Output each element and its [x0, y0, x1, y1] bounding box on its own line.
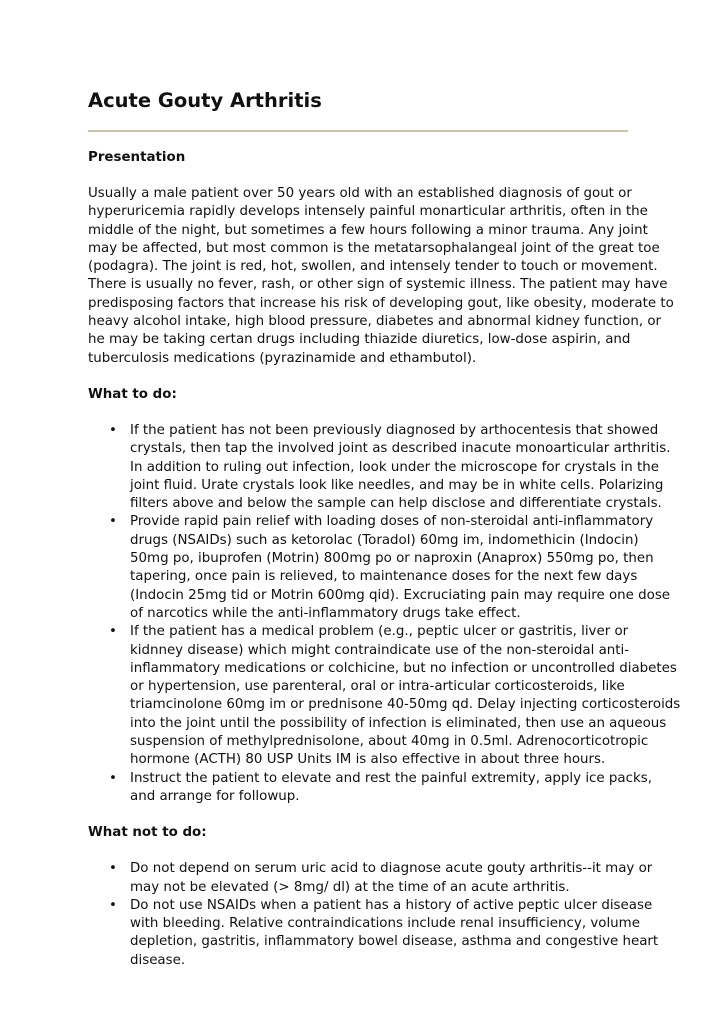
list-item — [88, 860, 660, 897]
section-what-to-do — [88, 386, 681, 806]
list-item-line: (Indocin 25mg tid or Motrin 600mg qid). Excruciating pain may require one dose — [130, 587, 671, 603]
title-divider — [88, 130, 628, 132]
list-item-line: If the patient has a medical problem (e.g., peptic ulcer or gastritis, liver or — [130, 624, 629, 640]
what-to-do-list — [88, 422, 681, 806]
list-item-line: disease. — [130, 952, 186, 968]
list-item-line: In addition to ruling out infection, look under the microscope for crystals in the — [130, 459, 659, 475]
paragraph-line: he may be taking certan drugs including thiazide diuretics, low-dose aspirin, and — [88, 332, 631, 348]
list-item-line: Do not depend on serum uric acid to diagnose acute gouty arthritis--it may or — [130, 861, 653, 877]
list-item-line: kidnney disease) which might contraindicate use of the non-steroidal anti- — [130, 642, 630, 658]
list-item-line: or hypertension, use parenteral, oral or intra-articular corticosteroids, like — [130, 679, 625, 695]
list-item-line: hormone (ACTH) 80 USP Units IM is also effective in about three hours. — [130, 752, 606, 768]
list-item-line: and arrange for followup. — [130, 788, 300, 804]
document-page — [88, 88, 681, 988]
bullet-icon: • — [109, 624, 117, 640]
list-item-line: Do not use NSAIDs when a patient has a history of active peptic ulcer disease — [130, 897, 653, 913]
list-item-line: into the joint until the possibility of infection is eliminated, then use an aqueous — [130, 715, 667, 731]
list-item-line: depletion, gastritis, inflammatory bowel disease, asthma and congestive heart — [130, 934, 659, 950]
section-heading-presentation: Presentation — [88, 150, 186, 165]
list-item — [88, 897, 660, 970]
section-heading-what-not-to-do: What not to do: — [88, 825, 207, 841]
list-item-line: 50mg po, ibuprofen (Motrin) 800mg po or naproxin (Anaprox) 550mg po, then — [130, 551, 654, 567]
list-item-line: drugs (NSAIDs) such as ketorolac (Toradol) 60mg im, indomethicin (Indocin) — [130, 532, 639, 548]
bullet-icon: • — [109, 422, 117, 438]
what-not-to-do-list — [88, 860, 660, 970]
list-item-line: crystals, then tap the involved joint as described inacute monoarticular arthritis. — [130, 441, 671, 457]
paragraph-line: There is usually no fever, rash, or other sign of systemic illness. The patient may have — [88, 277, 668, 293]
document-title: Acute Gouty Arthritis — [88, 89, 322, 112]
paragraph-line: heavy alcohol intake, high blood pressure, diabetes and abnormal kidney function, or — [88, 314, 662, 330]
section-heading-what-to-do: What to do: — [88, 386, 177, 402]
paragraph-line: tuberculosis medications (pyrazinamide and ethambutol). — [88, 350, 477, 366]
bullet-icon: • — [109, 861, 117, 877]
list-item-line: joint fluid. Urate crystals look like needles, and may be in white cells. Polarizing — [130, 477, 664, 493]
list-item-line: Provide rapid pain relief with loading doses of non-steroidal anti-inflammatory — [130, 514, 654, 530]
list-item-line: Instruct the patient to elevate and rest the painful extremity, apply ice packs, — [130, 770, 652, 786]
section-presentation — [88, 149, 674, 368]
paragraph-line: (podagra). The joint is red, hot, swollen, and intensely tender to touch or movement. — [88, 259, 658, 275]
section-what-not-to-do — [88, 824, 660, 970]
list-item-line: with bleeding. Relative contraindications include renal insufficiency, volume — [130, 916, 640, 932]
presentation-paragraph — [88, 185, 674, 368]
list-item — [88, 770, 660, 807]
list-item-line: filters above and below the sample can help disclose and differentiate crystals. — [130, 496, 662, 512]
paragraph-line: may be affected, but most common is the metatarsophalangeal joint of the great toe — [88, 240, 660, 256]
list-item-line: may not be elevated (> 8mg/ dl) at the time of an acute arthritis. — [130, 879, 570, 895]
list-item-line: of narcotics while the anti-inflammatory drugs take effect. — [130, 605, 521, 621]
paragraph-line: Usually a male patient over 50 years old with an established diagnosis of gout or — [88, 186, 632, 201]
bullet-icon: • — [109, 514, 117, 530]
paragraph-line: hyperuricemia rapidly develops intensely painful monarticular arthritis, often in the — [88, 204, 648, 220]
list-item — [88, 623, 681, 769]
paragraph-line: predisposing factors that increase his risk of developing gout, like obesity, moderate to — [88, 295, 674, 311]
bullet-icon: • — [109, 897, 117, 913]
list-item-line: triamcinolone 60mg im or prednisone 40-50mg qd. Delay injecting corticosteroids — [130, 697, 681, 713]
paragraph-line: middle of the night, but sometimes a few hours following a minor trauma. Any joint — [88, 222, 648, 238]
list-item-line: If the patient has not been previously diagnosed by arthocentesis that showed — [130, 422, 659, 438]
list-item-line: suspension of methylprednisolone, about 40mg in 0.5ml. Adrenocorticotropic — [130, 734, 649, 750]
list-item — [88, 513, 671, 623]
list-item — [88, 422, 671, 513]
bullet-icon: • — [109, 770, 117, 786]
list-item-line: inflammatory medications or colchicine, but no infection or uncontrolled diabetes — [130, 660, 677, 676]
list-item-line: tapering, once pain is relieved, to maintenance doses for the next few days — [130, 569, 638, 585]
